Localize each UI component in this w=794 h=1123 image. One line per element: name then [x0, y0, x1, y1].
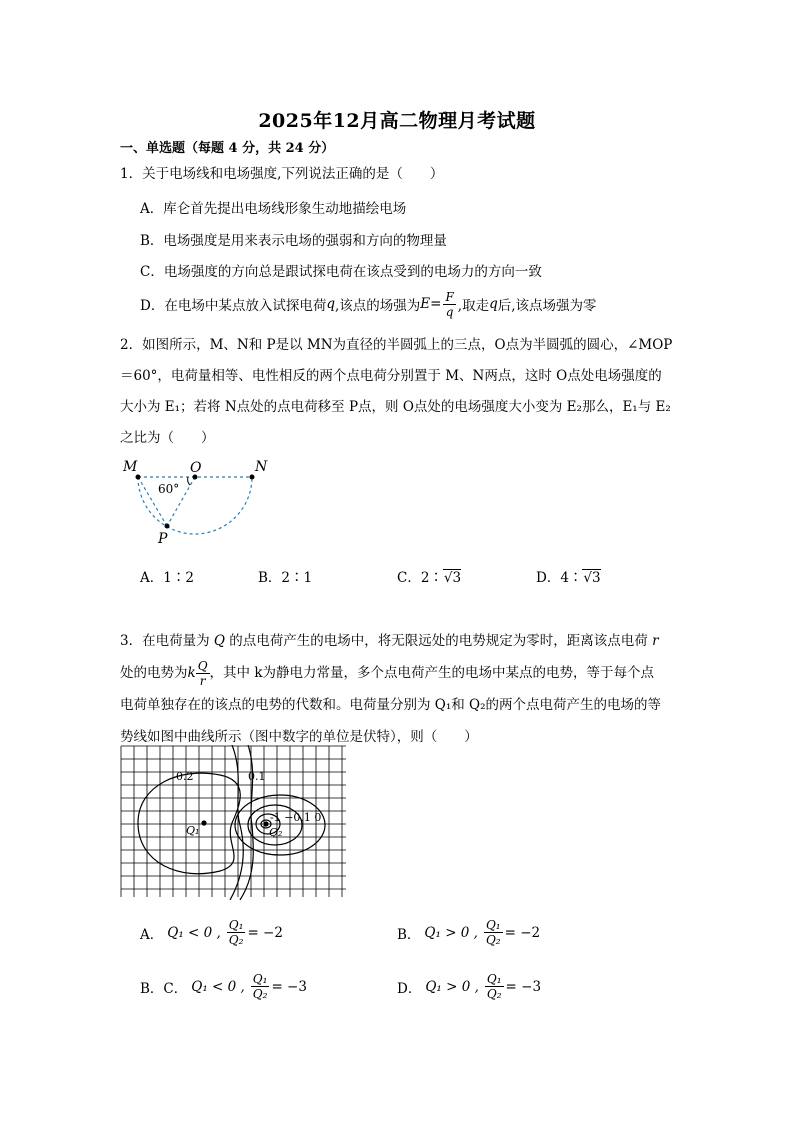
q3-option-a-fraction	[227, 918, 246, 947]
q3-text-2: 的点电荷产生的电场中，将无限远处的电势规定为零时，距离该点电荷	[224, 633, 653, 649]
q3-option-b-value: = −2	[504, 924, 541, 941]
q3-option-b-condition: Q₁ > 0 ,	[424, 924, 478, 941]
question-1-option-a[interactable]: A．库仑首先提出电场线形象生动地描绘电场	[140, 201, 407, 217]
label-0-1: 0.1	[248, 770, 266, 783]
fraction-numerator: F	[445, 289, 454, 304]
q3-option-b-num: Q₁	[485, 918, 501, 932]
point-n	[250, 475, 255, 480]
question-2-option-b[interactable]: B．2∶1	[258, 570, 313, 586]
question-3-line-3: 电荷单独存在的该点的电势的代数和。电荷量分别为 Q₁和 Q₂的两个点电荷产生的电场的等	[120, 697, 662, 713]
q3-option-c-fraction	[251, 972, 270, 1001]
label-q2: Q₂	[269, 826, 283, 839]
question-3-option-c[interactable]	[140, 972, 307, 1001]
option-d-q-2: q	[489, 296, 498, 312]
q3-text-4: ，其中 k为静电力常量，多个点电荷产生的电场中某点的电势，等于每个点	[209, 665, 655, 681]
question-1-stem: 1．关于电场线和电场强度,下列说法正确的是（ ）	[120, 166, 444, 182]
option-d-text-1: D．在电场中某点放入试探电荷	[140, 298, 327, 314]
question-3-option-b[interactable]	[397, 918, 540, 947]
option-c-radicand: 3	[452, 570, 462, 586]
q3-option-c-value: = −3	[271, 978, 307, 995]
label-minus: -1 −0.1 0	[270, 811, 322, 824]
label-o: O	[190, 460, 202, 476]
q3-option-c-num: Q₁	[252, 972, 268, 986]
question-3-option-a[interactable]	[140, 918, 283, 947]
q3-option-d-num: Q₁	[486, 972, 502, 986]
q3-text-1: 3．在电荷量为	[120, 633, 214, 649]
fraction-denominator: q	[445, 304, 454, 319]
option-d-text-2: ,该点的场强为	[334, 298, 421, 314]
question-2-line-4: 之比为（ ）	[120, 430, 215, 446]
q3-option-a-num: Q₁	[228, 918, 244, 932]
label-n: N	[255, 459, 268, 475]
option-c-text: C．2∶	[397, 570, 443, 586]
question-2-line-1: 2．如图所示，M、N和 P是以 MN为直径的半圆弧上的三点，O点为半圆弧的圆心，∠MOP	[120, 337, 673, 353]
q3-option-d-den: Q₂	[486, 987, 502, 1001]
option-d-sqrt: √3	[583, 570, 601, 586]
question-3-option-d[interactable]	[397, 972, 541, 1001]
question-3-line-1	[120, 625, 680, 657]
page-title: 2025年12月高二物理月考试题	[258, 110, 536, 132]
label-angle: 60°	[158, 482, 180, 496]
q3-option-a-label: A．	[140, 926, 164, 943]
label-p: P	[158, 531, 168, 547]
q3-option-d-value: = −3	[505, 978, 542, 995]
q3-fraction	[196, 659, 210, 688]
option-d-text-4: 后,该点场强为零	[497, 298, 597, 314]
q3-option-a-condition: Q₁ < 0 ,	[167, 924, 221, 941]
label-m: M	[123, 459, 138, 475]
semicircle-arc	[138, 477, 252, 534]
q3-option-b-fraction	[484, 918, 503, 947]
option-d-fraction	[443, 290, 455, 319]
point-p	[165, 524, 170, 529]
question-2-figure	[118, 455, 278, 547]
charge-q1	[201, 820, 206, 825]
angle-arc	[188, 477, 190, 485]
q3-option-b-den: Q₂	[485, 933, 501, 947]
question-1-option-b[interactable]: B．电场强度是用来表示电场的强弱和方向的物理量	[140, 233, 447, 249]
option-d-text: D．4∶	[536, 570, 583, 586]
question-2-line-3: 大小为 E₁；若将 N点处的点电荷移至 P点，则 O点处的电场强度大小变为 E₂那么，E₁与 E₂	[120, 399, 671, 415]
q3-option-d-condition: Q₁ > 0 ,	[425, 978, 479, 995]
question-2-option-d[interactable]	[536, 566, 601, 586]
question-3-line-4: 势线如图中曲线所示（图中数字的单位是伏特），则（ ）	[120, 729, 478, 745]
q3-option-d-label: D．	[397, 980, 422, 997]
q3-option-d-fraction	[485, 972, 504, 1001]
option-c-sqrt: √3	[443, 570, 462, 586]
question-3-stem	[120, 625, 680, 753]
point-m	[136, 475, 141, 480]
question-3-figure	[120, 745, 350, 900]
question-1-option-c[interactable]: C．电场强度的方向总是跟试探电荷在该点受到的电场力的方向一致	[140, 264, 542, 280]
question-2-line-2: ＝60°，电荷量相等、电性相反的两个点电荷分别置于 M、N两点，这时 O点处电场强度的	[120, 368, 662, 384]
q3-symbol-r: r	[652, 633, 659, 649]
question-1-option-d[interactable]	[140, 287, 597, 321]
option-d-q: q	[326, 296, 335, 312]
q3-symbol-q: Q	[213, 633, 225, 649]
section-heading: 一、单选题（每题 4 分，共 24 分）	[120, 141, 335, 156]
question-2-stem	[120, 330, 680, 454]
q3-option-a-value: = −2	[247, 924, 283, 941]
label-q1: Q₁	[186, 824, 200, 837]
q3-option-a-den: Q₂	[228, 933, 244, 947]
question-3-line-2	[120, 657, 680, 689]
question-2-option-c[interactable]	[397, 566, 461, 586]
question-2-option-a[interactable]: A．1∶2	[140, 570, 194, 586]
q3-option-c-label: B．C．	[140, 980, 188, 997]
q3-fraction-numerator: Q	[197, 658, 208, 673]
label-0-2: 0.2	[176, 770, 194, 783]
q3-option-b-label: B．	[397, 926, 421, 943]
q3-symbol-k: k	[187, 665, 196, 681]
option-d-E: E	[420, 296, 431, 312]
q3-fraction-denominator: r	[199, 673, 206, 688]
option-d-text-3: ,取走	[457, 298, 490, 314]
charge-q2	[263, 821, 268, 826]
q3-text-3: 处的电势为	[120, 665, 188, 681]
q3-option-c-den: Q₂	[252, 987, 268, 1001]
option-d-eq: =	[430, 296, 442, 312]
q3-option-c-condition: Q₁ < 0 ,	[191, 978, 245, 995]
option-d-radicand: 3	[592, 570, 601, 586]
